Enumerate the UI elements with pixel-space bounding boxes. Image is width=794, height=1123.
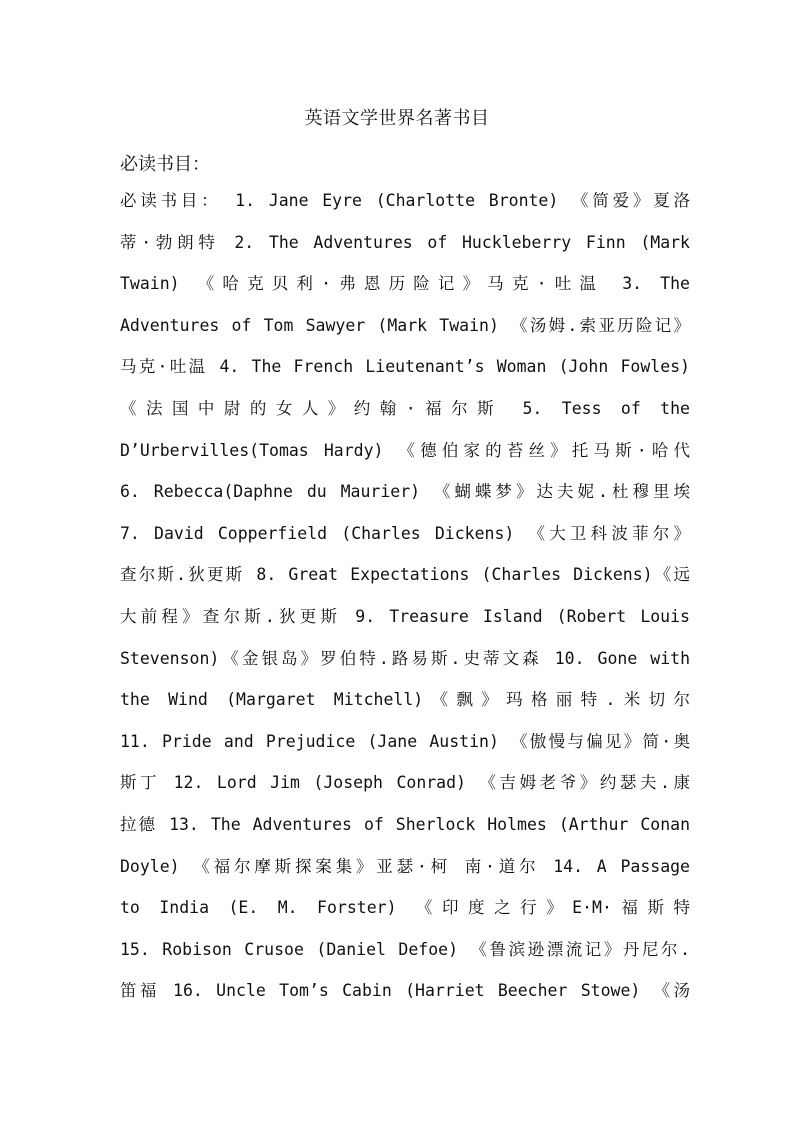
section-heading: 必读书目： [120, 154, 210, 175]
text-line: 蒂·勃朗特 2. The Adventures of Huckleberry Finn (Mark [120, 232, 690, 252]
text-line: 笛福 16. Uncle Tom’s Cabin (Harriet Beecher Stowe) 《汤 [120, 981, 690, 1001]
text-line: 必读书目： 1. Jane Eyre (Charlotte Bronte) 《简爱》夏洛 [120, 191, 690, 210]
text-line: Twain) 《哈克贝利·弗恩历险记》马克·吐温 3. The [120, 274, 690, 294]
text-line: 马克·吐温 4. The French Lieutenant’s Woman (John Fowles) [120, 357, 690, 377]
text-line: Doyle) 《福尔摩斯探案集》亚瑟·柯 南·道尔 14. A Passage [120, 856, 690, 876]
text-line: to India (E. M. Forster) 《印度之行》E·M·福斯特 [120, 898, 690, 918]
text-line: 《法国中尉的女人》约翰·福尔斯 5. Tess of the [120, 398, 690, 418]
document-title: 英语文学世界名著书目 [304, 108, 490, 129]
text-line: 15. Robison Crusoe (Daniel Defoe) 《鲁滨逊漂流记》丹尼尔. [120, 939, 690, 959]
book-list-paragraph [120, 186, 690, 1018]
text-line: Adventures of Tom Sawyer (Mark Twain) 《汤姆.索亚历险记》 [120, 315, 690, 335]
text-line: D’Urbervilles(Tomas Hardy) 《德伯家的苔丝》托马斯·哈代 [120, 440, 690, 460]
text-line: the Wind (Margaret Mitchell)《飘》玛格丽特.米切尔 [120, 690, 690, 710]
text-line: 大前程》查尔斯.狄更斯 9. Treasure Island (Robert Louis [120, 606, 690, 626]
text-line: 查尔斯.狄更斯 8. Great Expectations (Charles Dickens)《远 [120, 565, 690, 585]
text-line: 7. David Copperfield (Charles Dickens) 《大卫科波菲尔》 [120, 523, 690, 543]
text-line: 6. Rebecca(Daphne du Maurier) 《蝴蝶梦》达夫妮.杜穆里埃 [120, 482, 690, 502]
text-line: 11. Pride and Prejudice (Jane Austin) 《傲慢与偏见》简·奥 [120, 731, 690, 751]
text-line: 拉德 13. The Adventures of Sherlock Holmes (Arthur Conan [120, 814, 690, 834]
text-line: Stevenson)《金银岛》罗伯特.路易斯.史蒂文森 10. Gone with [120, 648, 690, 668]
text-line: 斯丁 12. Lord Jim (Joseph Conrad) 《吉姆老爷》约瑟夫.康 [120, 773, 690, 793]
